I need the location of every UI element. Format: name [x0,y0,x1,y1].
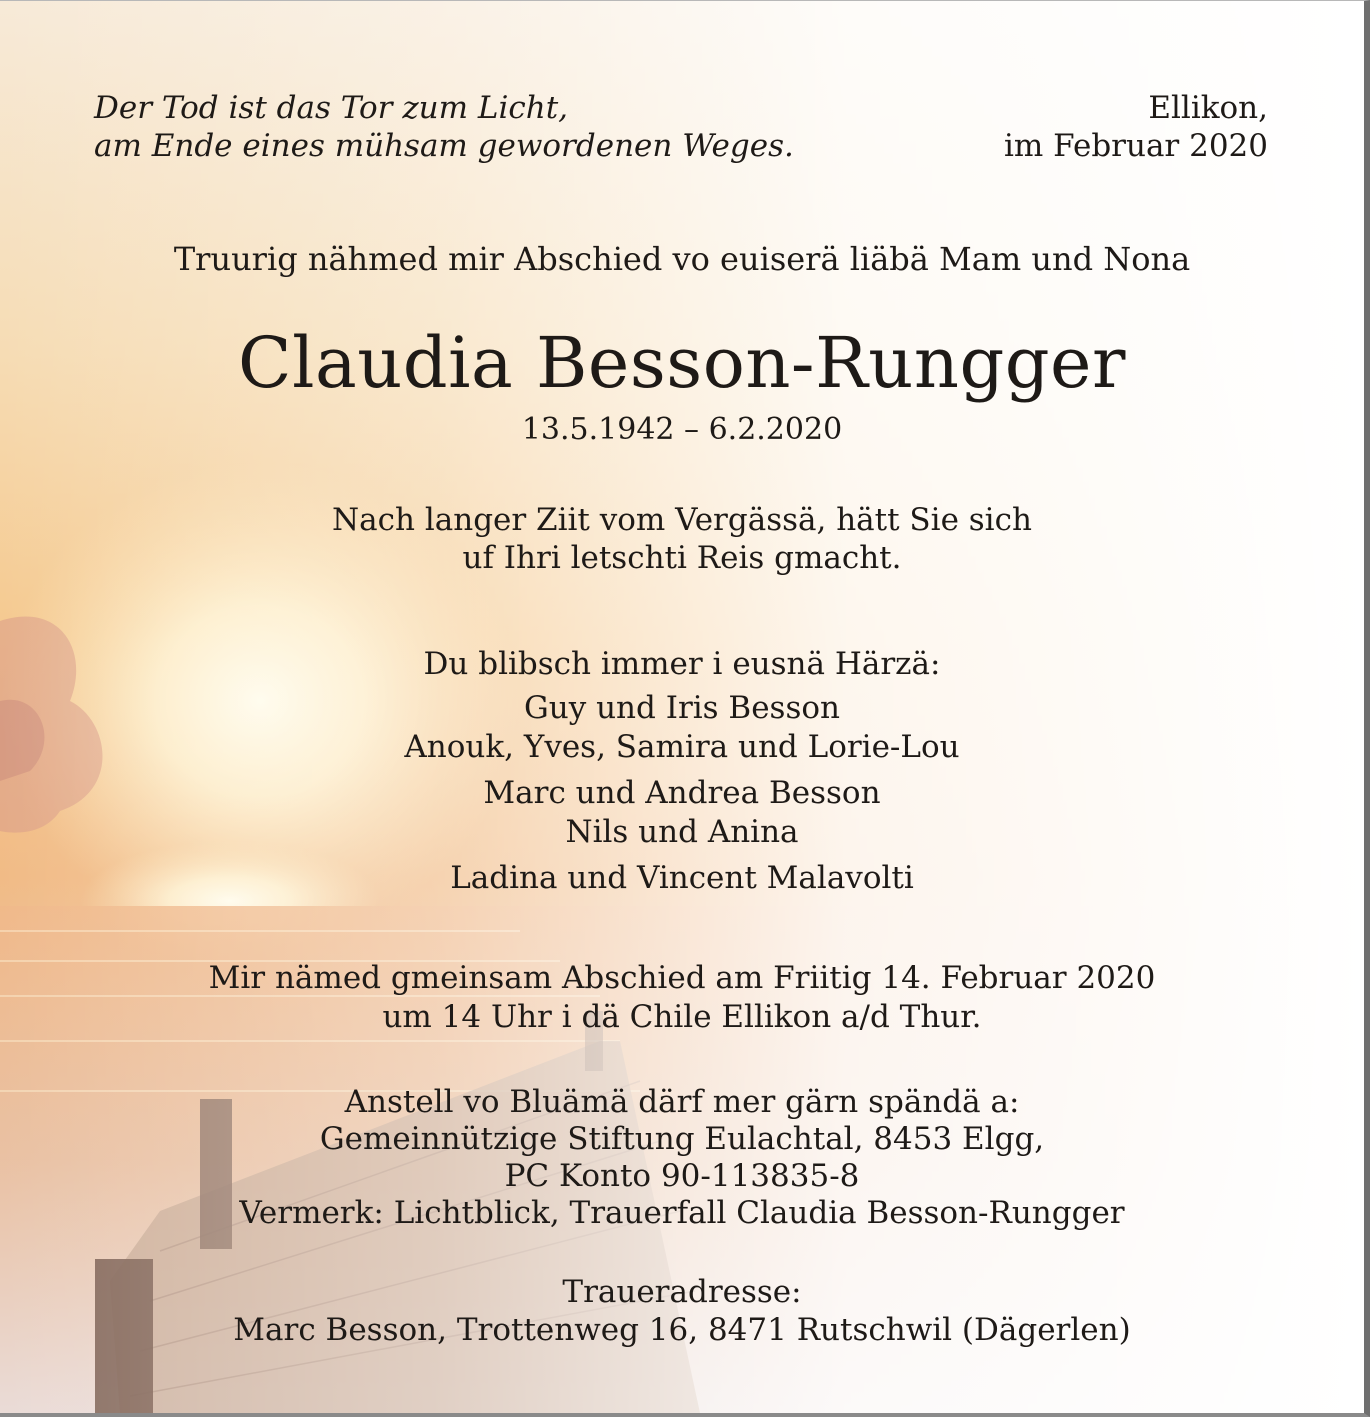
mourning-address-text: Marc Besson, Trottenweg 16, 8471 Rutschwil (Dägerlen) [233,1312,1131,1348]
bereaved-intro: Du blibsch immer i eusnä Härzä: [423,646,941,682]
donation-line-2: Gemeinnützige Stiftung Eulachtal, 8453 Elgg, [319,1121,1045,1157]
intro-line: Truurig nähmed mir Abschied vo euiserä liäbä Mam und Nona [173,240,1191,278]
donation-info [0,1084,1364,1232]
life-dates: 13.5.1942 – 6.2.2020 [521,412,843,447]
journey-line-1: Nach langer Ziit vom Vergässä, hätt Sie sich [332,502,1032,538]
family-member-line: Nils und Anina [565,814,799,850]
family-group [0,689,1364,767]
family-member-line: Marc und Andrea Besson [483,775,881,811]
family-group [0,774,1364,852]
journey-line-2: uf Ihri letschti Reis gmacht. [462,540,902,576]
donation-note: Vermerk: Lichtblick, Trauerfall Claudia Besson-Rungger [239,1195,1125,1231]
journey-text [0,501,1364,577]
place-and-date [1004,89,1268,165]
motto-line-2: am Ende eines mühsam gewordenen Weges. [94,128,794,164]
donation-account: PC Konto 90-113835-8 [504,1158,860,1194]
family-member-line: Ladina und Vincent Malavolti [450,860,914,896]
family-member-line: Guy und Iris Besson [523,690,841,726]
donation-line-1: Anstell vo Bluämä därf mer gärn spändä a: [344,1084,1020,1120]
date-text: im Februar 2020 [1004,128,1268,164]
family-group [0,859,1364,898]
mourning-address [0,1273,1364,1349]
service-line-2: um 14 Uhr i dä Chile Ellikon a/d Thur. [382,999,982,1035]
family-member-line: Anouk, Yves, Samira und Lorie-Lou [404,729,960,765]
service-line-1: Mir nämed gmeinsam Abschied am Friitig 14. Februar 2020 [208,960,1156,996]
motto-line-1: Der Tod ist das Tor zum Licht, [94,90,569,126]
deceased-name: Claudia Besson-Rungger [238,322,1126,404]
service-info [0,959,1364,1037]
place-text: Ellikon, [1148,90,1268,126]
motto-quote [94,89,794,165]
mourning-address-label: Traueradresse: [562,1274,802,1310]
